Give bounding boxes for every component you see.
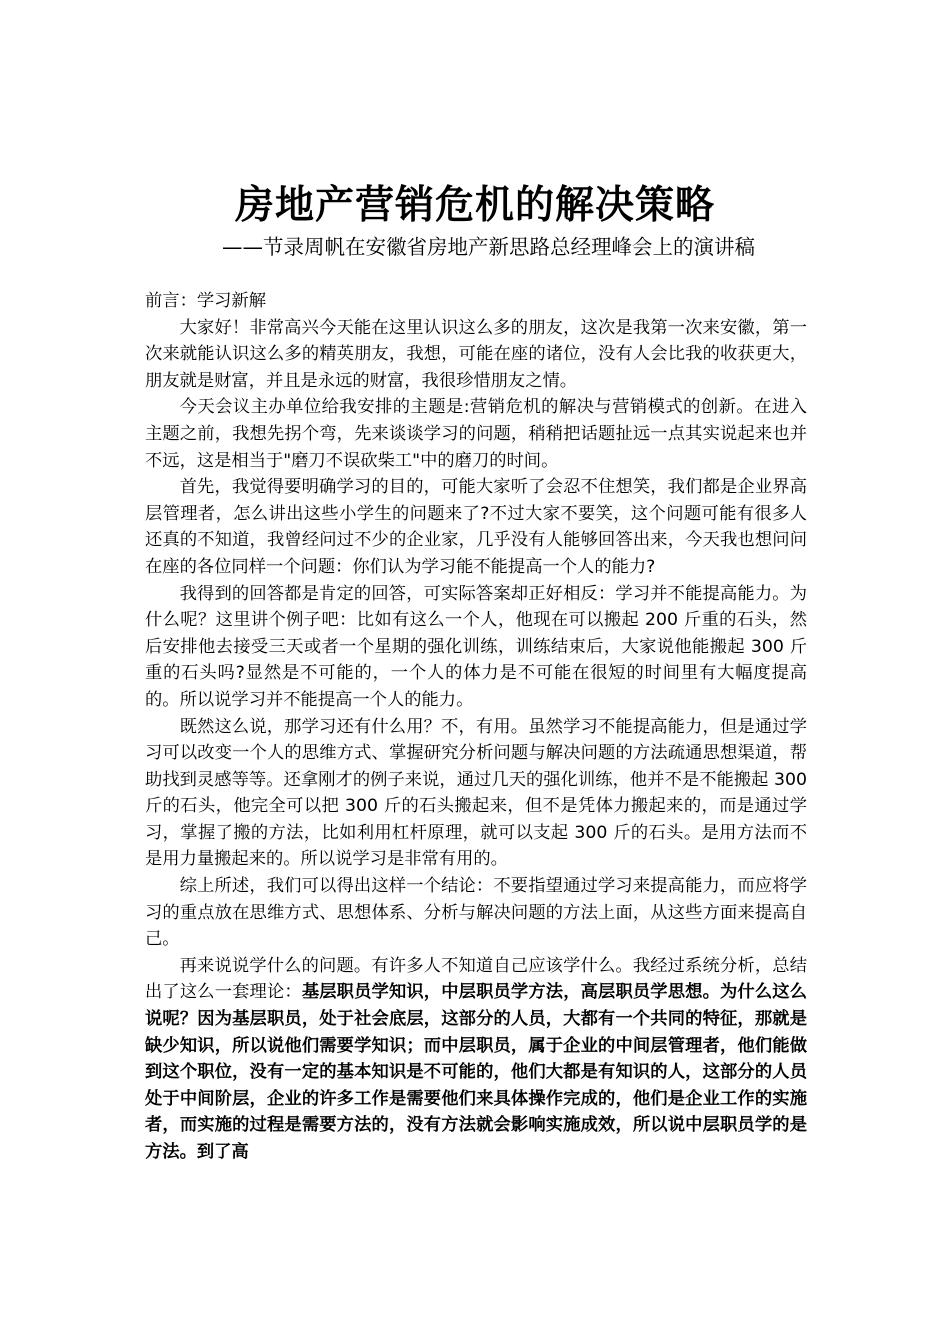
paragraph-answer: 我得到的回答都是肯定的回答，可实际答案却正好相反：学习并不能提高能力。为什么呢？这里讲个例子吧：比如有这么一个人，他现在可以搬起 200 斤重的石头，然后安排他去接受三天或者一个星期的强化训练，训练结束后，大家说他能搬起 300 斤重的石头吗?显然是不可能的，一个人的体力是不可能在很短的时间里有大幅度提高的。所以说学习并不能提高一个人的能力。 xyxy=(145,583,807,710)
preface-heading: 前言：学习新解 xyxy=(145,291,266,311)
paragraph-topic: 今天会议主办单位给我安排的主题是:营销危机的解决与营销模式的创新。在进入主题之前，我想先拐个弯，先来谈谈学习的问题，稍稍把话题扯远一点其实说起来也并不远，这是相当于"磨刀不误砍柴工"中的磨刀的时间。 xyxy=(145,397,807,471)
document-body xyxy=(145,288,807,1166)
paragraph-usefulness: 既然这么说，那学习还有什么用？不，有用。虽然学习不能提高能力，但是通过学习可以改变一个人的思维方式、掌握研究分析问题与解决问题的方法疏通思想渠道，帮助找到灵感等等。还拿刚才的例子来说，通过几天的强化训练，他并不是不能搬起 300 斤的石头，他完全可以把 300 斤的石头搬起来，但不是凭体力搬起来的，而是通过学习，掌握了搬的方法，比如利用杠杆原理，就可以支起 300 斤的石头。是用方法而不是用力量搬起来的。所以说学习是非常有用的。 xyxy=(145,716,807,870)
document-title: 房地产营销危机的解决策略 xyxy=(234,183,715,228)
paragraph-what-to-learn-theory: 基层职员学知识，中层职员学方法，高层职员学思想。为什么这么说呢？因为基层职员，处于社会底层，这部分的人员，大都有一个共同的特征，那就是缺少知识，所以说他们需要学知识；而中层职员，属于企业的中间层管理者，他们能做到这个职位，没有一定的基本知识是不可能的，他们大都是有知识的人，这部分的人员处于中间阶层，企业的许多工作是需要他们来具体操作完成的，他们是企业工作的实施者，而实施的过程是需要方法的，没有方法就会影响实施成效，所以说中层职员学的是方法。到了高 xyxy=(145,982,807,1162)
document-subtitle: ——节录周帆在安徽省房地产新思路总经理峰会上的演讲稿 xyxy=(222,235,755,259)
paragraph-greeting: 大家好！非常高兴今天能在这里认识这么多的朋友，这次是我第一次来安徽，第一次来就能认识这么多的精英朋友，我想，可能在座的诸位，没有人会比我的收获更大，朋友就是财富，并且是永远的财富，我很珍惜朋友之情。 xyxy=(145,317,807,391)
paragraph-conclusion: 综上所述，我们可以得出这样一个结论：不要指望通过学习来提高能力，而应将学习的重点放在思维方式、思想体系、分析与解决问题的方法上面，从这些方面来提高自己。 xyxy=(145,876,807,950)
paragraph-what-to-learn xyxy=(145,953,807,1166)
paragraph-purpose: 首先，我觉得要明确学习的目的，可能大家听了会忍不住想笑，我们都是企业界高层管理者，怎么讲出这些小学生的问题来了?不过大家不要笑，这个问题可能有很多人还真的不知道，我曾经问过不少的企业家，几乎没有人能够回答出来，今天我也想问问在座的各位同样一个问题：你们认为学习能不能提高一个人的能力? xyxy=(145,477,807,577)
paragraph-what-to-learn-intro: 再来说说学什么的问题。有许多人不知道自己应该学什么。我经过系统分析，总结出了这么一套理论： xyxy=(145,955,807,1003)
